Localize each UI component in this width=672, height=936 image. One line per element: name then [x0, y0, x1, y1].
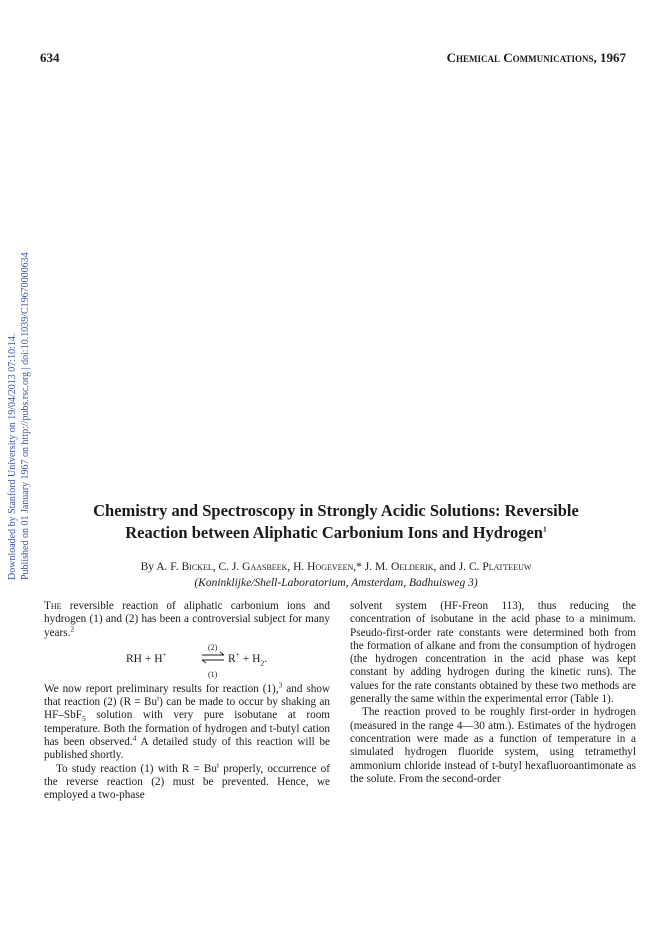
paragraph-method: [44, 759, 330, 803]
equilibrium-arrow-icon: [200, 647, 226, 669]
method-text-a: To study reaction (1) with R = Bu: [56, 762, 217, 775]
author-sep-2: , H.: [287, 561, 308, 573]
doi-link[interactable]: Published on 01 January 1967 on http://pubs.rsc.org | doi:10.1039/C19670000634: [20, 252, 31, 580]
equation-charge-r: +: [235, 650, 240, 660]
equation-label-top: (2): [208, 642, 218, 652]
title-line-2-wrap: [40, 522, 632, 544]
equation-right-h: + H: [239, 652, 261, 665]
author-sep-1: , C. J.: [212, 561, 243, 573]
page-number: 634: [40, 50, 60, 65]
equation-right-r: R: [228, 652, 236, 665]
affiliation: (Koninklijke/Shell-Laboratorium, Amsterdam, Badhuisweg 3): [194, 577, 478, 589]
results-text-e: A detailed study of this reaction will be published shortly.: [44, 736, 331, 762]
paragraph-intro: [44, 600, 330, 640]
left-column: [44, 600, 330, 803]
ref-4: 4: [132, 733, 137, 743]
title-reference: 1: [543, 524, 547, 534]
ref-2: 2: [70, 623, 75, 633]
right-column: [350, 600, 636, 786]
equation-right: [228, 650, 268, 668]
author-sep-4: , and J. C.: [433, 561, 483, 573]
equation-end: .: [264, 652, 268, 665]
lead-word: The: [44, 600, 62, 612]
title-line-2: Reaction between Aliphatic Carbonium Ions and Hydrogen: [125, 523, 543, 542]
intro-text: reversible reaction of aliphatic carbonium ions and hydrogen (1) and (2) has been a controversial subject for many years.: [44, 600, 330, 639]
author-hogeveen: Hogeveen: [307, 561, 354, 573]
title-line-1: Chemistry and Spectroscopy in Strongly Acidic Solutions: Reversible: [93, 501, 579, 520]
download-note: Downloaded by Stanford University on 19/04/2013 07:10:14.: [7, 333, 18, 580]
equation-subscript: 2: [260, 658, 265, 668]
article-title: [40, 500, 632, 544]
authors-prefix: By A. F.: [140, 561, 182, 573]
ref-3: 3: [278, 680, 283, 690]
results-sup-t: t: [157, 693, 160, 703]
results-sub-5: 5: [81, 714, 86, 724]
author-oelderik: Oelderik: [390, 561, 434, 573]
method-text-b: properly, occurrence of the reverse reaction (2) must be prevented. Hence, we employed a two-phase: [44, 762, 330, 802]
author-sep-3: ,* J. M.: [353, 561, 391, 573]
paragraph-results: [44, 680, 331, 763]
author-platteeuw: Platteeuw: [482, 561, 532, 573]
journal-header: Chemical Communications, 1967: [446, 50, 626, 65]
equation-label-bottom: (1): [208, 669, 218, 679]
download-sidebar: [2, 200, 36, 580]
results-text-b: and show that reaction (2) (R = Bu: [44, 682, 331, 709]
author-gaasbeek: Gaasbeek: [242, 561, 288, 573]
results-text-a: We now report preliminary results for reaction (1),: [44, 682, 279, 695]
results-text-d: solution with very pure isobutane at room temperature. Both the formation of hydrogen and t-butyl cation has been observed.: [44, 709, 330, 749]
author-list: [40, 559, 632, 575]
results-text-c: ) can be made to occur by shaking an HF–SbF: [44, 696, 330, 722]
equation-left-text: RH + H: [126, 652, 163, 665]
reaction-equation: [44, 641, 330, 681]
author-bickel: Bickel: [181, 561, 213, 573]
paragraph-kinetics: The reaction proved to be roughly first-order in hydrogen (measured in the range 4—30 atm.). Estimates of the hydrogen concentration were made as a function of temperature in a simulated hydrogen fluoride system, using tetramethyl ammonium chloride instead of t-butyl hexafluoroantimonate as the solute. From the second-order: [350, 706, 636, 785]
paragraph-solvent: solvent system (HF-Freon 113), thus reducing the concentration of isobutane in the acid phase to a minimum. Pseudo-first-order rate constants were determined both from the formation of alkane and from the consumption of hydrogen (the hydrogen concentration in the acid phase was kept constant by adding hydrogen during the kinetic runs). The values for the rate constants obtained by these two methods are generally the same within the experimental error (Table 1).: [350, 600, 636, 706]
equation-left: [126, 650, 167, 666]
method-sup-t: t: [216, 759, 220, 769]
equation-charge-h: +: [162, 650, 167, 660]
